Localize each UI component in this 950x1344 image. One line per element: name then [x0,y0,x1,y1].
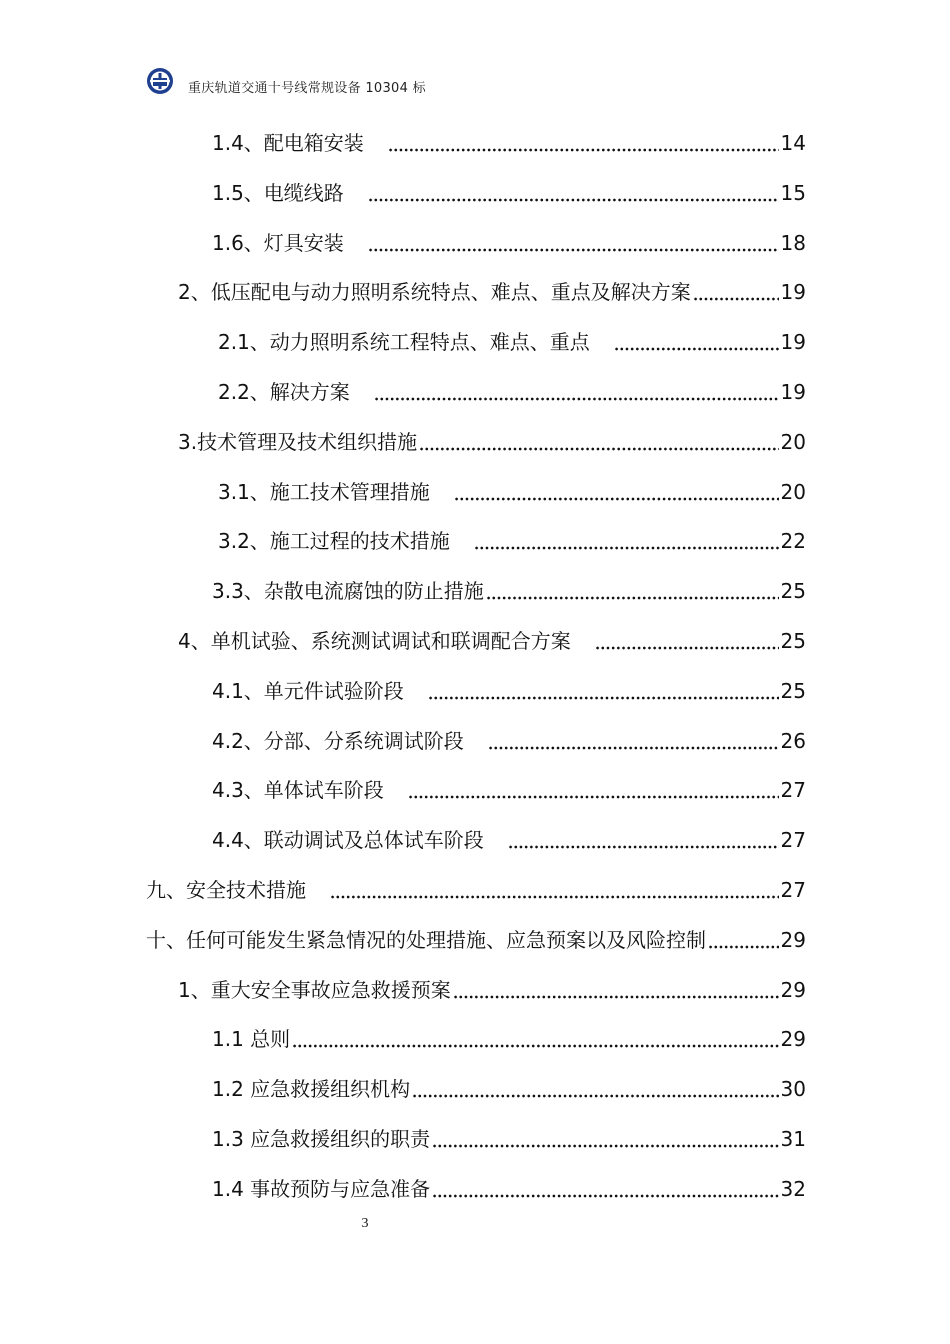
toc-entry[interactable] [212,1114,806,1164]
toc-entry-title: 1.4 事故预防与应急准备 [212,1176,431,1201]
toc-entry-page: 30 [780,1077,806,1102]
toc-entry-page: 29 [780,977,806,1002]
toc-dot-leader [374,382,779,402]
toc-entry[interactable] [178,616,806,666]
toc-entry[interactable] [218,367,806,417]
toc-entry[interactable] [212,566,806,616]
page-number: 3 [361,1216,369,1231]
toc-entry-page: 25 [780,629,806,653]
toc-entry-page: 20 [780,429,806,454]
toc-entry-page: 29 [780,927,806,952]
toc-entry-page: 20 [780,479,806,504]
toc-dot-leader [419,432,778,452]
toc-dot-leader [508,830,779,850]
toc-entry-title: 4.3、单体试车阶段 [212,778,384,803]
toc-dot-leader [408,780,779,800]
toc-dot-leader [432,1129,778,1149]
toc-entry[interactable] [178,417,806,467]
toc-entry[interactable] [218,516,806,566]
toc-dot-leader [474,531,779,551]
toc-dot-leader [486,581,779,601]
toc-entry-title: 1、重大安全事故应急救援预案 [178,977,451,1002]
toc-entry-page: 27 [780,878,806,902]
toc-entry[interactable] [218,467,806,517]
toc-entry-page: 15 [780,180,806,205]
toc-entry-page: 29 [780,1027,806,1052]
toc-dot-leader [432,1179,778,1199]
toc-entry-page: 26 [780,728,806,753]
toc-entry-title: 4.4、联动调试及总体试车阶段 [212,828,484,853]
toc-dot-leader [412,1079,778,1099]
toc-entry-title: 1.2 应急救援组织机构 [212,1077,411,1102]
toc-dot-leader [388,133,779,153]
toc-dot-leader [595,631,779,651]
toc-entry-page: 19 [780,280,806,305]
toc-dot-leader [428,681,779,701]
toc-entry-page: 25 [780,678,806,703]
toc-entry-page: 27 [780,778,806,803]
toc-entry-title: 1.1 总则 [212,1027,291,1052]
toc-entry-title: 1.3 应急救援组织的职责 [212,1127,431,1151]
toc-entry[interactable] [212,1064,806,1114]
toc-entry[interactable] [178,267,806,317]
toc-entry-title: 4.2、分部、分系统调试阶段 [212,728,464,753]
toc-entry-title: 九、安全技术措施 [146,878,306,902]
toc-entry-page: 27 [780,828,806,853]
toc-entry-title: 1.6、灯具安装 [212,230,344,255]
toc-dot-leader [708,930,779,950]
toc-entry[interactable] [178,965,806,1015]
toc-entry[interactable] [212,1014,806,1064]
toc-dot-leader [453,980,779,1000]
toc-dot-leader [454,482,779,502]
toc-entry-title: 2.2、解决方案 [218,380,350,404]
toc-entry-page: 32 [780,1176,806,1201]
toc-entry-title: 十、任何可能发生紧急情况的处理措施、应急预案以及风险控制 [146,927,706,952]
toc-entry[interactable] [146,915,806,965]
toc-entry-title: 3.技术管理及技术组织措施 [178,429,418,454]
toc-dot-leader [368,183,779,203]
toc-dot-leader [693,282,779,302]
toc-entry[interactable] [212,118,806,168]
toc-dot-leader [614,332,779,352]
toc-entry[interactable] [212,815,806,865]
toc-dot-leader [292,1029,778,1049]
toc-entry-page: 19 [780,380,806,404]
toc-dot-leader [368,233,779,253]
toc-entry-title: 3.3、杂散电流腐蚀的防止措施 [212,579,484,604]
toc-entry-title: 2、低压配电与动力照明系统特点、难点、重点及解决方案 [178,280,691,305]
toc-entry-page: 19 [780,330,806,355]
toc-entry[interactable] [218,317,806,367]
toc-entry-title: 4.1、单元件试验阶段 [212,678,404,703]
company-emblem-icon [146,67,174,95]
toc-entry[interactable] [212,666,806,716]
toc-entry-page: 25 [780,579,806,604]
toc-entry-title: 4、单机试验、系统测试调试和联调配合方案 [178,629,571,653]
toc-entry-page: 18 [780,230,806,255]
toc-entry[interactable] [212,168,806,218]
toc-entry[interactable] [146,865,806,915]
toc-entry-title: 3.1、施工技术管理措施 [218,479,430,504]
toc-entry[interactable] [212,218,806,268]
toc-dot-leader [488,731,779,751]
toc-entry[interactable] [212,1164,806,1214]
header-title: 重庆轨道交通十号线常规设备 10304 标 [188,80,426,96]
toc-entry-page: 31 [780,1127,806,1151]
page-header [146,66,426,96]
toc-entry-title: 1.5、电缆线路 [212,180,344,205]
toc-entry[interactable] [212,716,806,766]
toc-entry-page: 14 [780,131,806,155]
toc-entry[interactable] [212,765,806,815]
toc-entry-title: 3.2、施工过程的技术措施 [218,529,450,554]
toc-entry-title: 2.1、动力照明系统工程特点、难点、重点 [218,330,590,355]
toc-entry-page: 22 [780,529,806,554]
toc-dot-leader [330,880,779,900]
toc-entry-title: 1.4、配电箱安装 [212,131,364,155]
